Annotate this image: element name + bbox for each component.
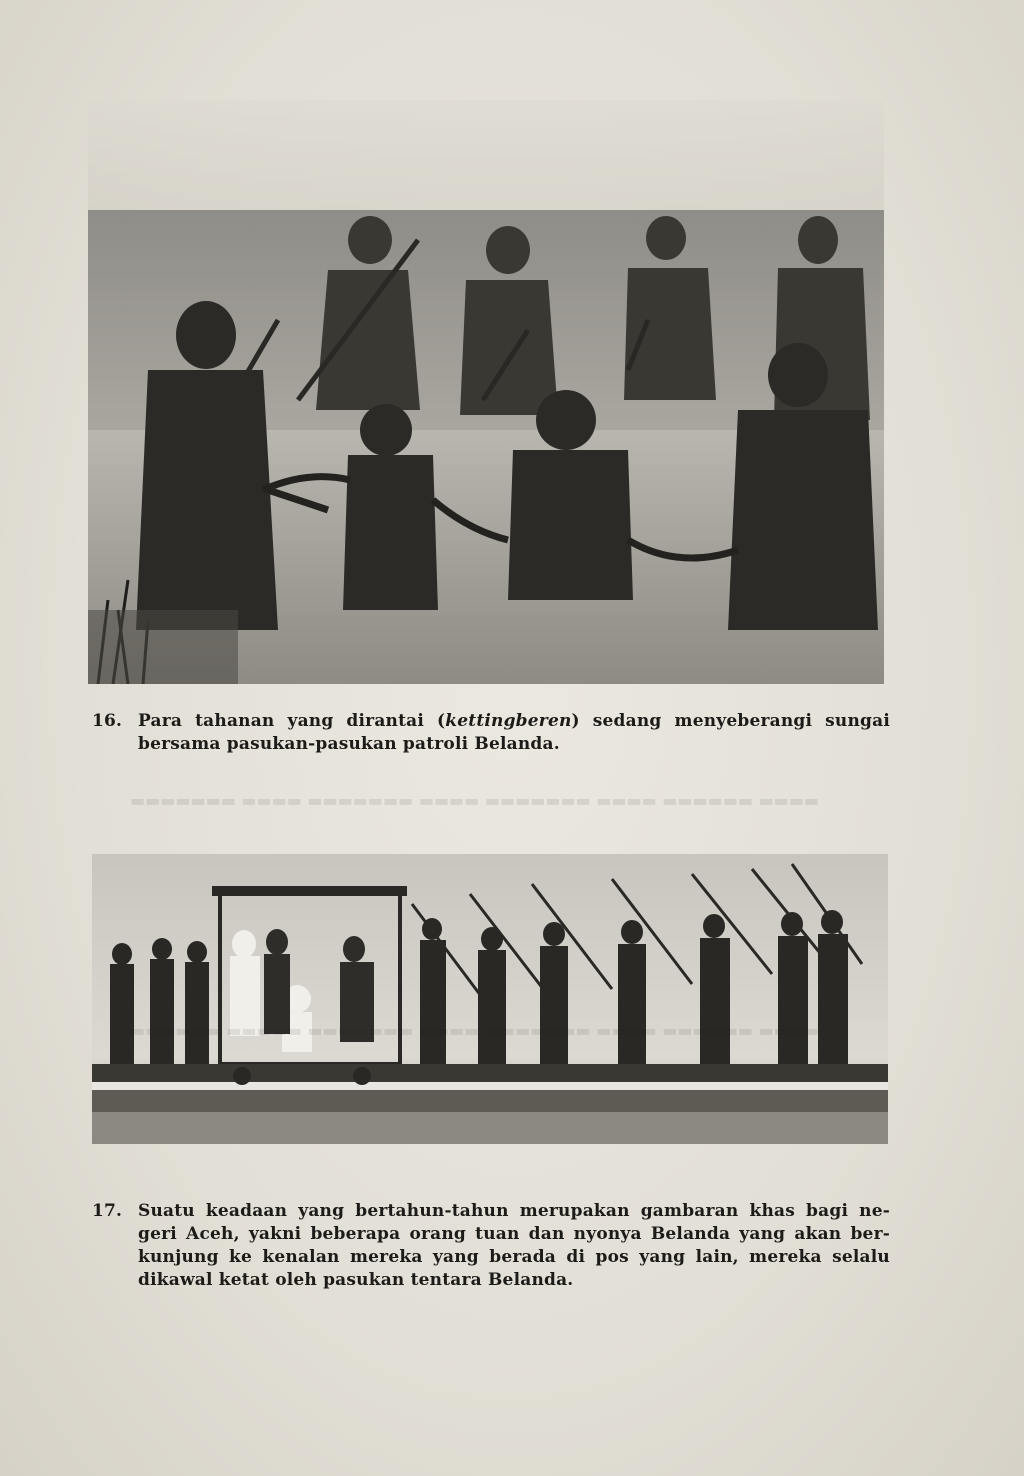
caption-figure-16 xyxy=(92,710,892,756)
caption-line-3: kunjung ke kenalan mereka yang berada di pos yang lain, mereka selalu xyxy=(138,1247,890,1267)
caption-italic-term: kettingberen xyxy=(445,711,572,731)
figure-number: 16. xyxy=(92,711,123,731)
caption-line-1: Suatu keadaan yang bertahun-tahun merupakan gambaran khas bagi ne- xyxy=(138,1201,890,1221)
caption-line-2: bersama pasukan-pasukan patroli Belanda. xyxy=(138,734,560,754)
caption-line-2: geri Aceh, yakni beberapa orang tuan dan nyonya Belanda yang akan ber- xyxy=(138,1224,890,1244)
caption-line-1 xyxy=(138,710,890,733)
caption-text-after: ) sedang menyeberangi sungai xyxy=(571,711,890,731)
photo-trolley-escort xyxy=(92,854,888,1144)
show-through-text: ▬▬▬▬ ▬▬▬▬▬▬ ▬▬▬▬ ▬▬▬▬▬▬▬ ▬▬▬▬ ▬▬▬▬▬▬▬ ▬▬▬▬ ▬▬▬▬▬▬▬ xyxy=(130,791,820,810)
faint-shadow-block xyxy=(88,100,884,212)
caption-figure-17 xyxy=(92,1200,892,1292)
figure-number: 17. xyxy=(92,1201,123,1221)
photo-prisoners-river-crossing xyxy=(88,210,884,684)
show-through-text-lower: ▬▬▬▬ ▬▬▬▬▬▬ ▬▬▬▬ ▬▬▬▬▬▬▬ ▬▬▬▬ ▬▬▬▬▬▬▬ ▬▬▬▬▬ ▬▬▬▬▬▬ xyxy=(130,1021,820,1040)
caption-line-4: dikawal ketat oleh pasukan tentara Belanda. xyxy=(138,1270,574,1290)
caption-text-before: Para tahanan yang dirantai ( xyxy=(138,711,446,731)
